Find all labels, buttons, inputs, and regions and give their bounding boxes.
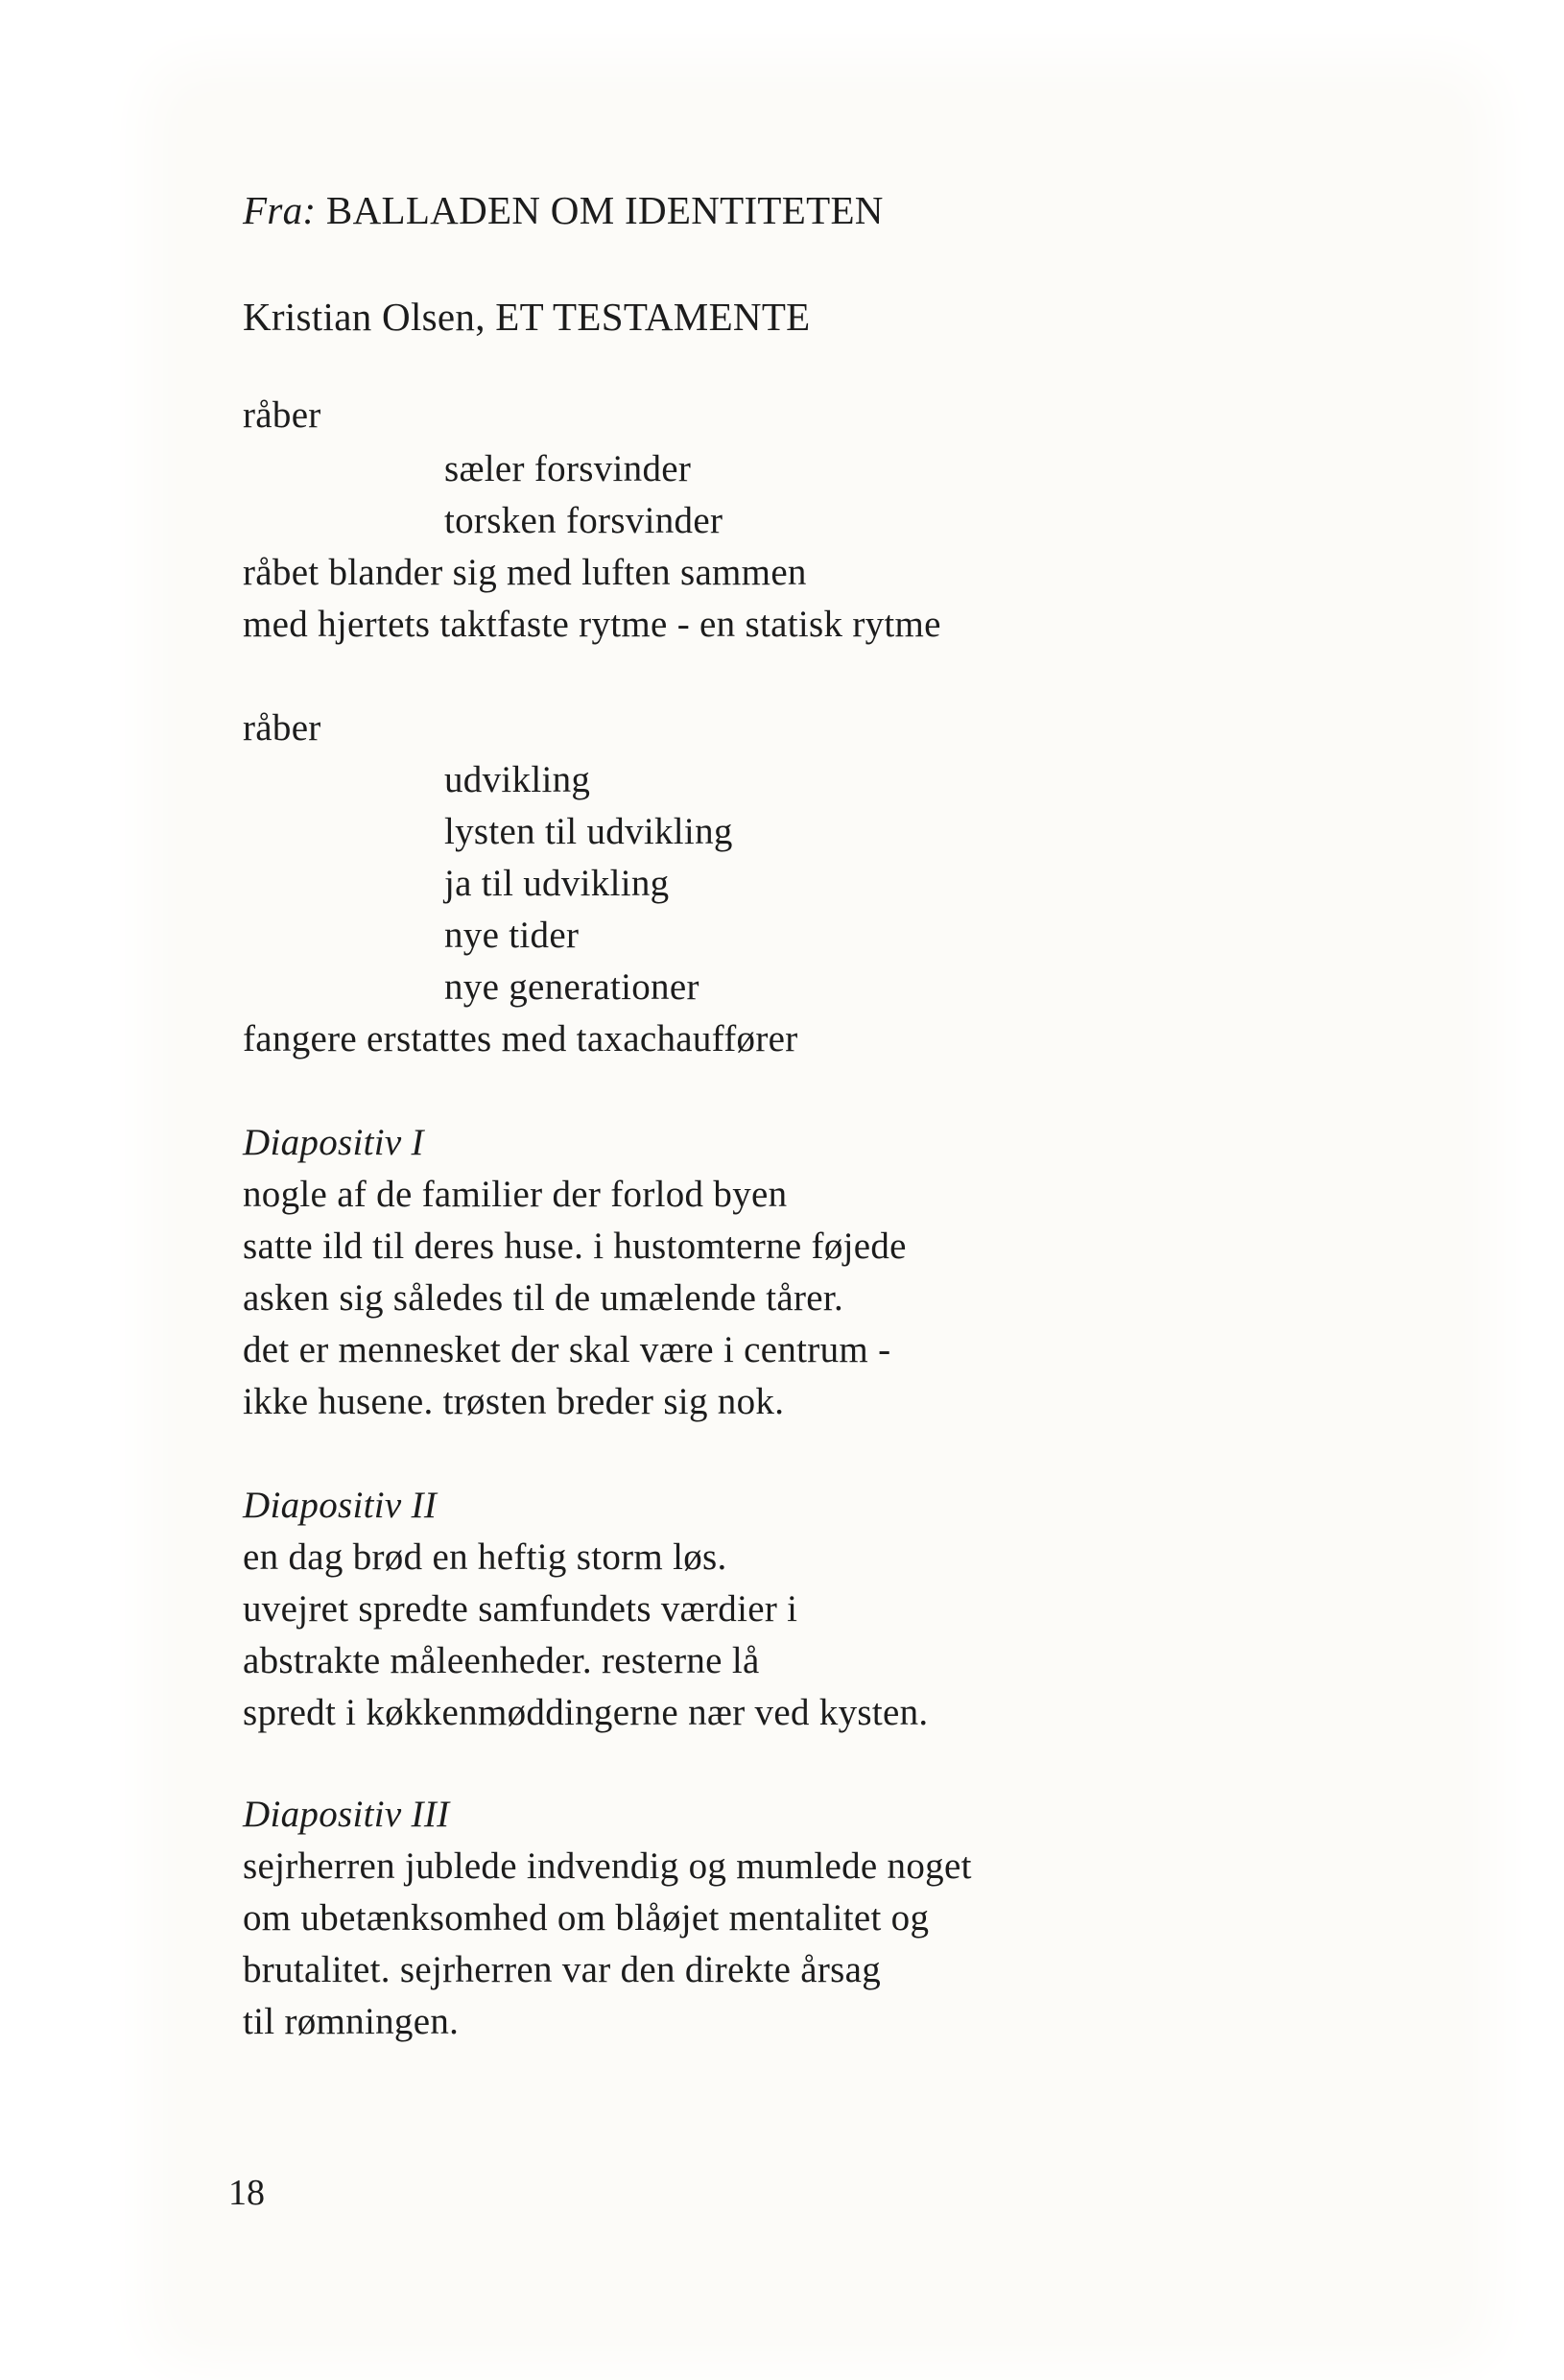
diapositiv3-heading: Diapositiv III bbox=[243, 1794, 450, 1835]
diapositiv1-line: asken sig således til de umælende tårer. bbox=[243, 1277, 844, 1319]
diapositiv1-line: det er mennesket der skal være i centrum - bbox=[243, 1329, 891, 1370]
stanza2-line: nye tider bbox=[444, 915, 580, 956]
diapositiv3-line: sejrherren jublede indvendig og mumlede noget bbox=[243, 1845, 972, 1887]
diapositiv1-heading: Diapositiv I bbox=[243, 1122, 424, 1163]
diapositiv1-line: satte ild til deres huse. i hustomterne føjede bbox=[243, 1226, 907, 1267]
page-number: 18 bbox=[228, 2173, 265, 2213]
diapositiv2-line: abstrakte måleenheder. resterne lå bbox=[243, 1640, 760, 1681]
source-title bbox=[243, 188, 884, 232]
diapositiv3-line: om ubetænksomhed om blåøjet mentalitet og bbox=[243, 1897, 930, 1939]
diapositiv2-line: spredt i køkkenmøddingerne nær ved kysten. bbox=[243, 1692, 929, 1733]
diapositiv2-line: uvejret spredte samfundets værdier i bbox=[243, 1588, 798, 1630]
title-text: BALLADEN OM IDENTITETEN bbox=[325, 188, 884, 232]
stanza1-line: råbet blander sig med luften sammen bbox=[243, 552, 807, 593]
stanza1-line: sæler forsvinder bbox=[444, 448, 692, 489]
stanza2-line: nye generationer bbox=[444, 966, 699, 1008]
stanza1-line: torsken forsvinder bbox=[444, 500, 723, 541]
diapositiv1-line: ikke husene. trøsten breder sig nok. bbox=[243, 1381, 785, 1422]
fra-label: Fra: bbox=[243, 188, 317, 232]
stanza2-line: udvikling bbox=[444, 759, 591, 800]
stanza2-line: lysten til udvikling bbox=[444, 811, 733, 852]
diapositiv2-line: en dag brød en heftig storm løs. bbox=[243, 1536, 727, 1578]
stanza1-lead: råber bbox=[243, 394, 321, 436]
diapositiv3-line: brutalitet. sejrherren var den direkte årsag bbox=[243, 1949, 882, 1990]
diapositiv1-line: nogle af de familier der forlod byen bbox=[243, 1174, 788, 1215]
stanza2-line: fangere erstattes med taxachauffører bbox=[243, 1018, 798, 1059]
diapositiv2-heading: Diapositiv II bbox=[243, 1485, 438, 1526]
stanza2-line: ja til udvikling bbox=[444, 863, 670, 904]
diapositiv3-line: til rømningen. bbox=[243, 2001, 460, 2042]
author-subtitle: Kristian Olsen, ET TESTAMENTE bbox=[243, 295, 811, 339]
stanza1-line: med hjertets taktfaste rytme - en statisk rytme bbox=[243, 604, 941, 645]
stanza2-lead: råber bbox=[243, 707, 321, 749]
